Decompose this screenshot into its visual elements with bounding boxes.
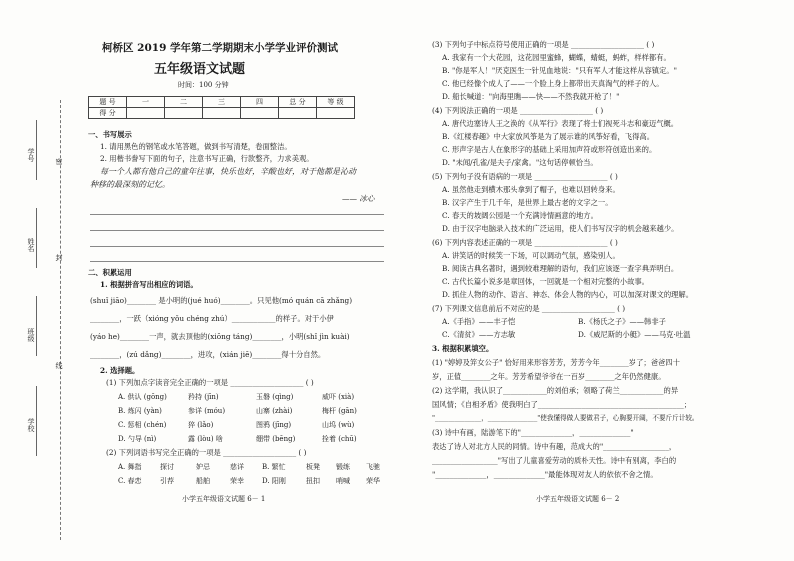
pinyin-line-3: (yáo he)________一声，就去顶他的(xiōng táng)________，小明(shǐ jìn kuài) <box>90 332 350 341</box>
question-3-stem: (3) 下列句子中标点符号使用正确的一项是 ____________________ ( ) <box>432 40 655 49</box>
fill-3-line1[interactable]: (3) 诗中有画，陆游笔下的"______________，______________" <box>432 428 634 437</box>
score-cell: 四 <box>241 97 279 108</box>
binding-label-name: 姓名 <box>27 238 35 252</box>
choice-2-stem: (2) 下列词语书写完全正确的一项是 ____________________ ( ) <box>106 448 307 457</box>
exam-subtitle: 五年级语文试题 <box>154 62 246 77</box>
q7-option-d[interactable]: D.《威尼斯的小艇》——马克·吐温 <box>578 330 691 339</box>
fill-3-line4[interactable]: "______________，______________"最能体现对友人的依依不舍之情。 <box>432 470 658 479</box>
question-8-heading: 3. 根据积累填空。 <box>432 344 494 353</box>
choice-2b-1[interactable]: C. 春恋 <box>118 477 142 485</box>
fill-2-line2[interactable]: 国风情；《自相矛盾》使我明白了________________________________________； <box>432 400 692 409</box>
choice-1b-2: 参详 (móu) <box>188 407 226 415</box>
copy-quote-author: —— 冰心 <box>342 194 375 203</box>
choice-2b-4: 荣幸 <box>230 477 244 485</box>
choice-2a-7: 锻练 <box>336 463 350 471</box>
q3-option-d[interactable]: D. 船长喊道："向海里瞧——快——不然我就开枪了！" <box>442 92 620 101</box>
score-input-cell[interactable] <box>165 108 203 119</box>
choice-1d-1[interactable]: D. 勺导 (nì) <box>118 435 157 443</box>
score-table <box>88 96 355 119</box>
score-input-cell[interactable] <box>279 108 317 119</box>
question-7-stem: (7) 下列课文信息前后不对应的是 ____________________ ( ) <box>432 304 626 313</box>
score-input-cell[interactable] <box>203 108 241 119</box>
id-blank <box>36 120 37 180</box>
writing-line[interactable] <box>90 261 384 262</box>
question-4-stem: (4) 下列说法正确的一项是 ____________________ ( ) <box>432 106 604 115</box>
choice-1a-2: 矜持 (jīn) <box>188 393 219 401</box>
copy-quote-line2: 种移的最深刻的记忆。 <box>90 180 170 189</box>
choice-2b-3: 船舶 <box>196 477 210 485</box>
binding-label-mi: 密 <box>55 158 63 165</box>
q3-option-b[interactable]: B. "你是军人！"厌克医生一针见血地说："只有军人才能这样从容镇定。" <box>442 66 678 75</box>
instruction-2: 2. 用楷书誊写下面的句子，注意书写正确，行款整齐，力求美观。 <box>100 154 314 163</box>
q3-option-a[interactable]: A. 我家有一个大花园，这花园里蜜蜂，蝴蝶，蜻蜓，蚂蚱，样样都有。 <box>442 53 671 62</box>
choice-1a-3: 玉磐 (qìng) <box>256 393 294 401</box>
fill-1-line1[interactable]: (1) "婷婷及笄女公子" 恰好用来形容芳芳，芳芳今年________岁了；爸爸四十 <box>432 358 680 367</box>
instruction-1: 1. 请用黑色的钢笔或水笔答题，做到书写清楚，卷面整洁。 <box>100 142 292 151</box>
choice-2a-5[interactable]: B. 繁忙 <box>262 463 286 471</box>
score-cell: 等 级 <box>317 97 355 108</box>
name-blank <box>36 208 37 268</box>
choice-1a-1[interactable]: A. 供认 (gōng) <box>118 393 167 401</box>
binding-label-xian: 线 <box>55 362 63 369</box>
school-blank <box>36 386 37 456</box>
page-footer-right: 小学五年级语文试题 6－ 2 <box>536 495 620 503</box>
choice-1a-4: 威吓 (xià) <box>322 393 355 401</box>
choice-2a-1[interactable]: A. 舞指 <box>118 463 142 471</box>
pinyin-line-1: (shuǐ jiāo)________ 是小明的(jué huó)________。只见他(mó quán cā zhǎng) <box>90 296 353 305</box>
writing-line[interactable] <box>90 214 384 215</box>
choice-1c-2: 猝 (lǎo) <box>188 421 214 429</box>
fill-3-line3[interactable]: __________________"写出了儿童喜爱劳动的质朴天性。诗中有别离，李白的 <box>432 456 677 465</box>
q6-option-d[interactable]: D. 抓住人物的动作、语言、神态、体会人物的内心，可以加深对课文的理解。 <box>442 290 694 299</box>
q5-option-c[interactable]: C. 春天的坡阔公园是一个充满诗情画意的地方。 <box>442 211 598 220</box>
choice-2b-5[interactable]: D. 阳刚 <box>262 477 286 485</box>
choice-1d-4: 拴着 (chū) <box>322 435 357 443</box>
choice-1c-4: 山坞 (wù) <box>322 421 355 429</box>
q4-option-b[interactable]: B.《红楼春趣》中大家放风筝是为了展示谁的风筝好看，飞得高。 <box>442 132 654 141</box>
choice-2a-4: 慈详 <box>230 463 244 471</box>
question-2-heading: 2. 选择题。 <box>100 366 140 375</box>
q6-option-a[interactable]: A. 讲笑话的时候笑一下场，可以调动气氛，感染别人。 <box>442 251 620 260</box>
question-1-heading: 1. 根据拼音写出相应的词语。 <box>100 280 198 289</box>
score-input-cell[interactable] <box>127 108 165 119</box>
q5-option-a[interactable]: A. 虽然他走到横木那头拿到了帽子，也难以回转身来。 <box>442 185 620 194</box>
q6-option-b[interactable]: B. 阅读古典名著时，遇到较难理解的语句，我们应该逐一查字典弄明白。 <box>442 264 679 273</box>
binding-label-feng: 封 <box>55 254 63 261</box>
writing-line[interactable] <box>90 230 384 231</box>
choice-1b-4: 梅杆 (gān) <box>322 407 357 415</box>
q4-option-d[interactable]: D. "未闻/孔雀/是夫子/家禽。"这句话停顿恰当。 <box>442 158 598 167</box>
q6-option-c[interactable]: C. 古代长篇小说多是章回体，一回就是一个相对完整的小故事。 <box>442 277 649 286</box>
choice-1b-1[interactable]: B. 炼闪 (yàn) <box>118 407 162 415</box>
score-cell: 一 <box>127 97 165 108</box>
q7-option-b[interactable]: B.《杨氏之子》——韩非子 <box>578 317 666 326</box>
binding-label-id: 学号 <box>27 148 35 162</box>
binding-line <box>60 100 61 540</box>
choice-2a-2: 探讨 <box>160 463 174 471</box>
choice-2a-6: 板凳 <box>306 463 320 471</box>
choice-2b-2: 引荐 <box>160 477 174 485</box>
choice-2b-7: 哨喊 <box>336 477 350 485</box>
question-5-stem: (5) 下列句子没有语病的一项是 ____________________ ( ) <box>432 172 618 181</box>
fill-3-line2[interactable]: 表达了诗人对北方人民的同情。诗中有趣，范成大的"__________________， <box>432 442 677 451</box>
copy-quote-line1: 每一个人都有他自己的童年往事，快乐也好，辛酸也好，对于他都是沁动 <box>100 167 356 176</box>
question-6-stem: (6) 下列内容表述正确的一项是 ____________________ ( ) <box>432 238 618 247</box>
exam-time: 时间：100 分钟 <box>178 81 229 89</box>
q5-option-d[interactable]: D. 由于汉字电脑录入技术的广泛运用，使人们书写汉字的机会越来越少。 <box>442 224 679 233</box>
section-2-heading: 二、积累运用 <box>88 268 132 277</box>
score-cell: 二 <box>165 97 203 108</box>
score-input-cell[interactable] <box>241 108 279 119</box>
score-cell: 总 分 <box>279 97 317 108</box>
fill-1-line2[interactable]: 岁，正值________之年。芳芳希望爷爷在一百岁________之年仍然健康。 <box>432 372 666 381</box>
writing-line[interactable] <box>90 246 384 247</box>
pinyin-line-4: ________，(zú dǎng)________，进攻，(xián jiē)________得十分自然。 <box>90 350 326 359</box>
fill-2-line3[interactable]: "______________，_______________"使我懂得做人要做君子，心胸要开阔，不要斤斤计较。 <box>432 414 699 422</box>
binding-label-school: 学校 <box>27 418 35 432</box>
q7-option-a[interactable]: A.《手指》——丰子恺 <box>442 317 516 326</box>
score-cell: 得 分 <box>89 108 127 119</box>
fill-2-line1[interactable]: (2) 这学期，我认识了____________的刘伯承；领略了荷兰____________的异 <box>432 386 679 395</box>
exam-title: 柯桥区 2019 学年第二学期期末小学学业评价测试 <box>102 42 339 54</box>
choice-2a-8: 飞驰 <box>366 463 380 471</box>
binding-label-class: 班级 <box>27 328 35 342</box>
choice-1c-1[interactable]: C. 惩相 (chén) <box>118 421 167 429</box>
q5-option-b[interactable]: B. 汉字产生于几千年，是世界上最古老的文字之一。 <box>442 198 613 207</box>
choice-1-stem: (1) 下列加点字读音完全正确的一项是 ____________________ ( ) <box>106 378 314 387</box>
page-footer-left: 小学五年级语文试题 6－ 1 <box>182 495 266 503</box>
q3-option-c[interactable]: C. 他已经像个成人了——一个脸上身上都带出天真淘气的样子的人。 <box>442 79 664 88</box>
choice-1d-2: 露 (lòu) 啥 <box>188 435 223 443</box>
score-input-cell[interactable] <box>317 108 355 119</box>
score-cell: 三 <box>203 97 241 108</box>
choice-1b-3: 山寨 (zhài) <box>256 407 293 415</box>
choice-1d-3: 绷带 (bēng) <box>256 435 296 443</box>
class-blank <box>36 296 37 356</box>
score-cell: 题 号 <box>89 97 127 108</box>
q7-option-c[interactable]: C.《清贫》——方志敏 <box>442 330 516 339</box>
section-1-heading: 一、书写展示 <box>88 130 132 139</box>
q4-option-c[interactable]: C. 形声字是古人在象形字的基础上采用加声符或形符创造出来的。 <box>442 145 657 154</box>
choice-2b-6: 扭扣 <box>306 477 320 485</box>
score-table-score-row <box>89 108 355 119</box>
score-table-header-row <box>89 97 355 108</box>
pinyin-line-2: ________，一跃（xióng yǒu chéng zhú）____________的样子。对于小伊 <box>90 314 334 323</box>
q4-option-a[interactable]: A. 唐代边塞诗人王之涣的《从军行》表现了将士们视死斗志和豪迈气概。 <box>442 119 679 128</box>
choice-2a-3: 妒忌 <box>196 463 210 471</box>
choice-2b-8: 荣华 <box>366 477 380 485</box>
choice-1c-3: 图鸦 (jīng) <box>256 421 292 429</box>
